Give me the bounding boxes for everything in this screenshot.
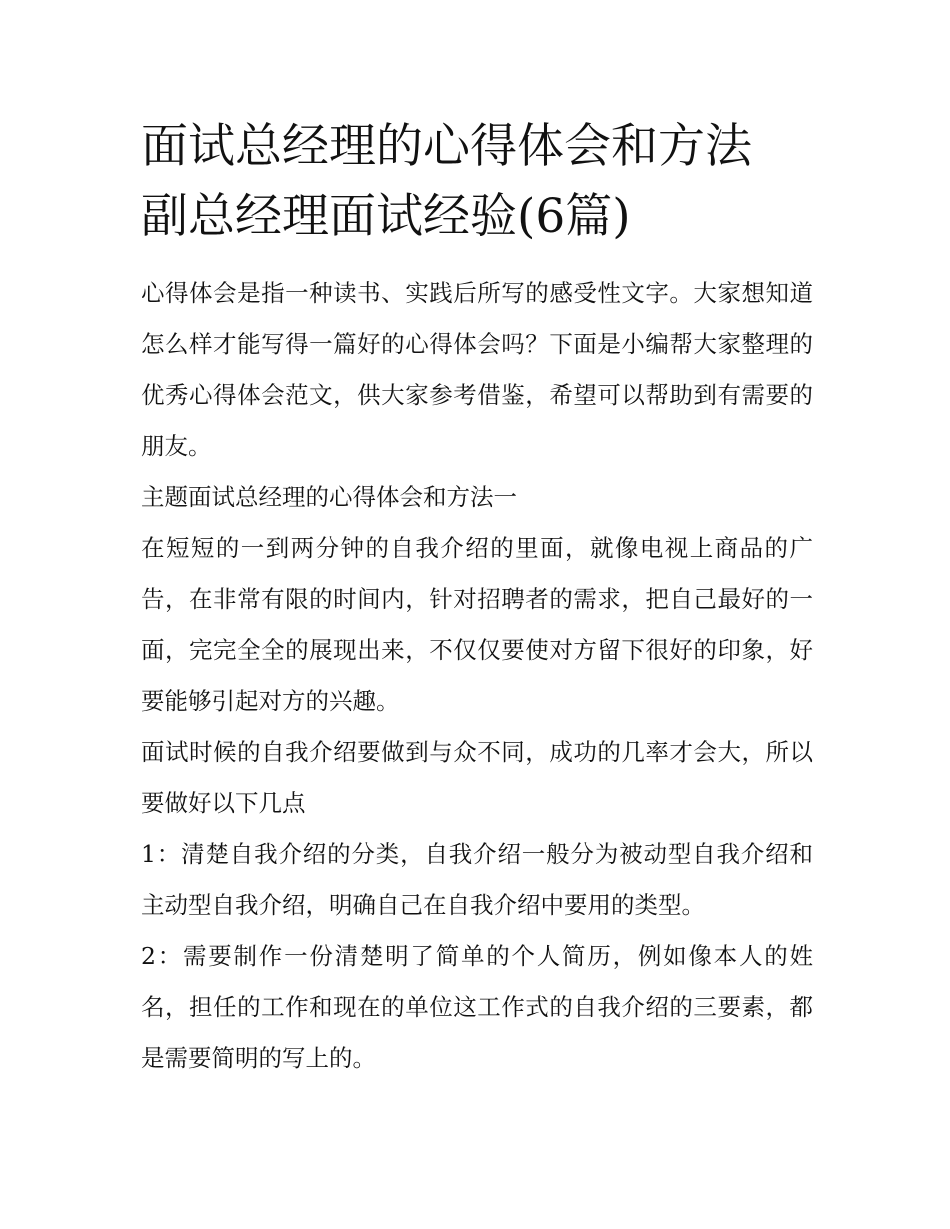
body-paragraph: 面试时候的自我介绍要做到与众不同，成功的几率才会大，所以要做好以下几点 <box>141 738 813 817</box>
document-title <box>141 112 813 252</box>
title-line-2: 副总经理面试经验(6篇) <box>141 189 631 244</box>
numbered-point-1: 1：清楚自我介绍的分类，自我介绍一般分为被动型自我介绍和主动型自我介绍，明确自己在自我介绍中要用的类型。 <box>141 840 813 919</box>
numbered-point-2: 2：需要制作一份清楚明了简单的个人简历，例如像本人的姓名，担任的工作和现在的单位这工作式的自我介绍的三要素，都是需要简明的写上的。 <box>141 942 813 1072</box>
section-heading: 主题面试总经理的心得体会和方法一 <box>141 483 517 511</box>
intro-paragraph: 心得体会是指一种读书、实践后所写的感受性文字。大家想知道怎么样才能写得一篇好的心得体会吗？下面是小编帮大家整理的优秀心得体会范文，供大家参考借鉴，希望可以帮助到有需要的朋友。 <box>141 279 813 460</box>
title-line-1: 面试总经理的心得体会和方法 <box>141 119 752 174</box>
body-paragraph: 在短短的一到两分钟的自我介绍的里面，就像电视上商品的广告，在非常有限的时间内，针对招聘者的需求，把自己最好的一面，完完全全的展现出来，不仅仅要使对方留下很好的印象，好要能够引起对方的兴趣。 <box>141 534 813 715</box>
document-content <box>141 112 813 1084</box>
